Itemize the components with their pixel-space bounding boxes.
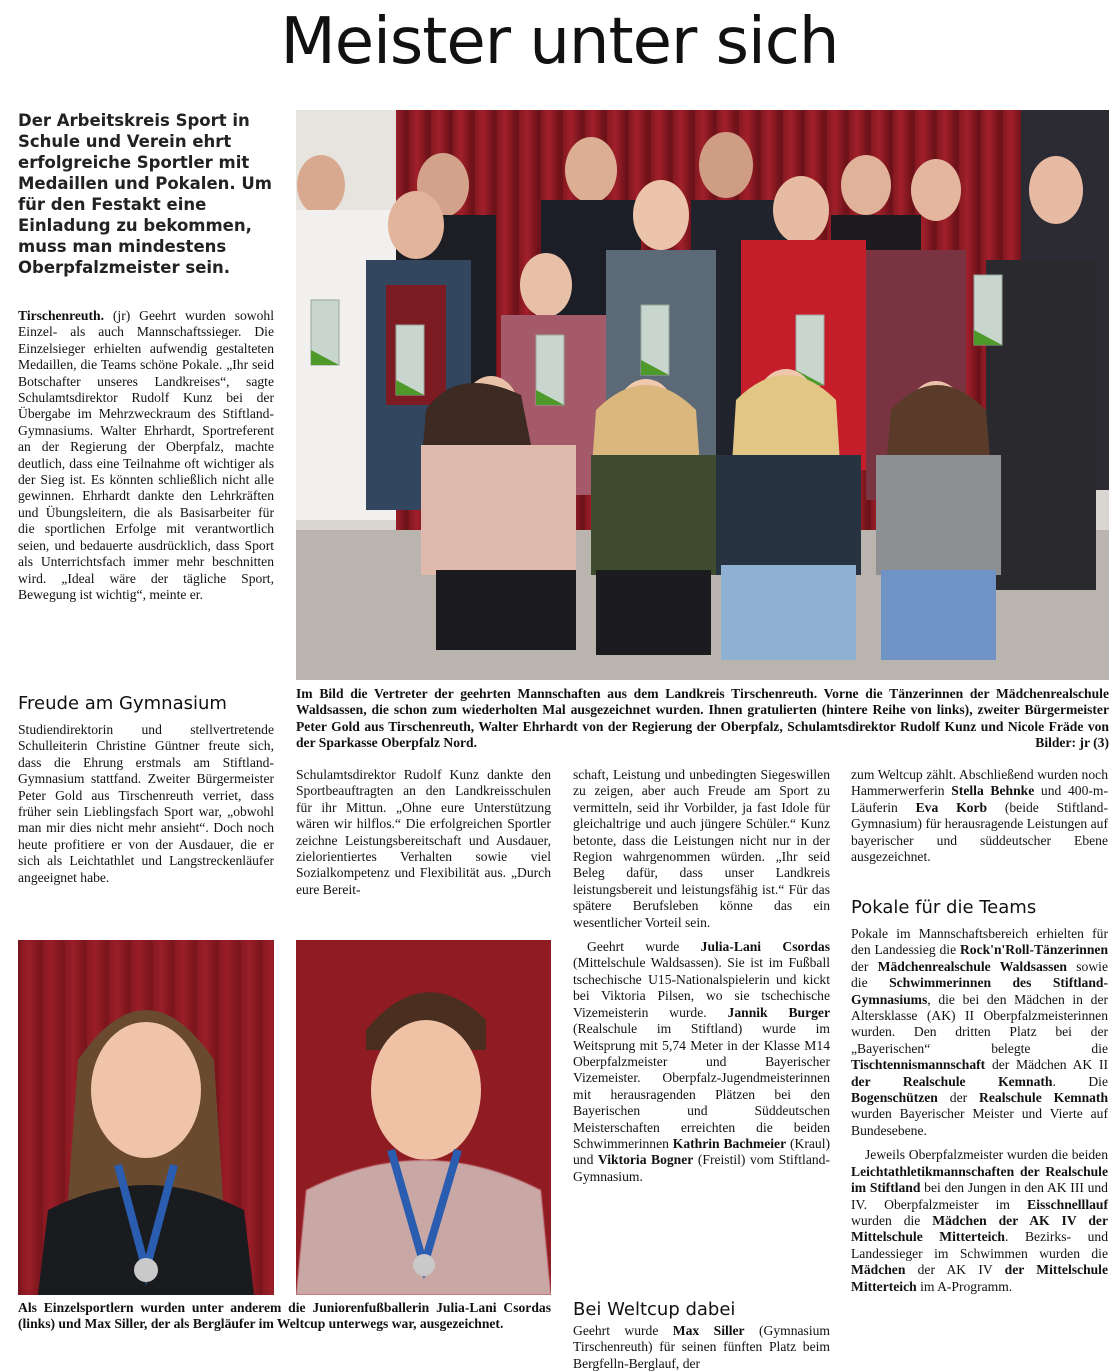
subhead-freude: Freude am Gymnasium xyxy=(18,693,227,714)
photo-credit: Bilder: jr (3) xyxy=(1035,735,1109,751)
col3-paragraph-3: Geehrt wurde Max Siller (Gymnasium Tirschenreuth) für seinen fünften Platz beim Bergfelln-Berglauf, der xyxy=(573,1323,830,1371)
col4-paragraph-2: Pokale im Mannschaftsbereich erhielten für den Landessieg die Rock'n'Roll-Tänzerinnen der Mädchenrealschule Waldsassen sowie die Schwimmerinnen des Stiftland-Gymnasiums, die bei den Mädchen in der Altersklasse (AK) II Oberpfalzmeisterinnen wurden. Den dritten Platz bei der „Bayerischen“ belegte die Tischtennismannschaft der Mädchen AK II der Realschule Kemnath. Die Bogenschützen der Realschule Kemnath wurden Bayerischer Meister und Vierte auf Bundesebene. xyxy=(851,926,1109,1138)
column-1-continued xyxy=(18,722,274,886)
column-4-continued xyxy=(851,926,1108,1295)
column-3-continued xyxy=(573,1323,830,1372)
column-2 xyxy=(296,767,551,898)
main-caption-text: Im Bild die Vertreter der geehrten Mannschaften aus dem Landkreis Tirschenreuth. Vorne die Tänzerinnen der Mädchenrealschule Waldsassen, die schon zum wiederholten Mal ausgezeichnet wurden. Ihnen gratulierten (hintere Reihe von links), zweiter Bürgermeister Peter Gold aus Tirschenreuth, Walter Ehrhardt von der Regierung der Oberpfalz, Schulamtsdirektor Rudolf Kunz und Nicole Fräde von der Sparkasse Oberpfalz Nord. xyxy=(296,686,1109,751)
subhead-weltcup: Bei Weltcup dabei xyxy=(573,1299,736,1320)
column-3 xyxy=(573,767,830,1185)
portrait-left-illustration xyxy=(18,940,274,1295)
portrait-julia-lani-csordas xyxy=(18,940,274,1295)
main-photo-caption xyxy=(296,686,1109,752)
portrait-caption: Als Einzelsportlern wurden unter anderem die Juniorenfußballerin Julia-Lani Csordas (links) und Max Siller, der als Bergläufer im Weltcup unterwegs war, ausgezeichnet. xyxy=(18,1300,551,1332)
col3-paragraph-1: schaft, Leistung und unbedingten Siegeswillen zu zeigen, aber auch Freude am Sport zu vermitteln, seid ihr Vorbilder, ja fast Idole für gleichaltrige und auch jüngere Schüler.“ Kunz betonte, dass die Leistungen nicht nur in der Region wahrgenommen würden. „Ihr seid Beleg dafür, dass unser Landkreis leistungsbereit und leistungsfähig ist.“ Für das spätere Berufsleben könne das ein wesentlicher Vorteil sein. xyxy=(573,767,830,930)
portrait-right-illustration xyxy=(296,940,551,1295)
dateline: Tirschenreuth. xyxy=(18,308,104,323)
portrait-max-siller xyxy=(296,940,551,1295)
col1-text-1: (jr) Geehrt wurden sowohl Einzel- als auch Mannschaftssieger. Die Einzelsieger erhielten aufwendig gestalteten Medaillen, die Teams schöne Pokale. „Ihr seid Botschafter unseres Landkreises“, sagte Schulamtsdirektor Rudolf Kunz bei der Übergabe im Mehrzweckraum des Stiftland-Gymnasiums. Walter Ehrhardt, Sportreferent an der Regierung der Oberpfalz, machte deutlich, dass eine Teilnahme oft wichtiger als der Sieg ist. Es könnten schließlich nicht alle gewinnen. Ehrhardt dankte den Lehrkräften und Übungsleitern, die als Basisarbeiter für die sportlichen Erfolge mit verantwortlich seien, und bedauerte ausdrücklich, dass Sport als Unterrichtsfach immer mehr beschnitten wird. „Ideal wäre der tägliche Sport, Bewegung ist wichtig“, meinte er. xyxy=(18,308,274,602)
col1-paragraph-1 xyxy=(18,308,274,603)
col4-paragraph-3: Jeweils Oberpfalzmeister wurden die beiden Leichtathletikmannschaften der Realschule im Stiftland bei den Jungen in den AK III und IV. Oberpfalzmeister im Eisschnelllauf wurden die Mädchen der AK IV der Mittelschule Mitterteich. Bezirks- und Landessieger im Schwimmen wurden die Mädchen der AK IV der Mittelschule Mitterteich im A-Programm. xyxy=(851,1147,1108,1294)
column-1 xyxy=(18,308,274,603)
group-photo xyxy=(296,110,1109,680)
col2-paragraph-1: Schulamtsdirektor Rudolf Kunz dankte den Sportbeauftragten an den Landkreisschulen für ihr Mittun. „Ohne eure Unterstützung wären wir hilflos.“ Die erfolgreichen Sportler zeichne Leistungsbereitschaft und Ausdauer, zielorientiertes Verhalten sowie viel Sozialkompetenz und Flexibilität aus. „Durch eure Bereit- xyxy=(296,767,551,897)
col4-paragraph-1: zum Weltcup zählt. Abschließend wurden noch Hammerwerferin Stella Behnke und 400-m-Läuferin Eva Korb (beide Stiftland-Gymnasium) für herausragende Leistungen auf bayerischer und süddeutscher Ebene ausgezeichnet. xyxy=(851,767,1109,865)
col1-paragraph-2: Studiendirektorin und stellvertretende Schulleiterin Christine Güntner freute sich, dass die Ehrung erstmals am Stiftland-Gymnasium stattfand. Zweiter Bürgermeister Peter Gold aus Tirschenreuth verriet, dass früher sein Lieblingsfach Sport war, „obwohl man mir dies nicht mehr ansieht“. Doch noch heute profitiere er von der Ausdauer, die er sich als Leichtathlet und Langstreckenläufer angeeignet habe. xyxy=(18,722,274,885)
group-photo-illustration xyxy=(296,110,1109,680)
subhead-pokale: Pokale für die Teams xyxy=(851,897,1037,918)
column-4 xyxy=(851,767,1108,865)
headline: Meister unter sich xyxy=(280,5,839,79)
col3-paragraph-2: Geehrt wurde Julia-Lani Csordas (Mittelschule Waldsassen). Sie ist im Fußball tschechische U15-Nationalspielerin und kickt bei Viktoria Pilsen, wo sie tschechische Vizemeisterin wurde. Jannik Burger (Realschule im Stiftland) wurde im Weitsprung mit 5,74 Meter in der Klasse M14 Oberpfalzmeister und Bayerischer Vizemeister. Oberpfalz-Jugendmeisterinnen mit herausragenden Plätzen bei den Bayerischen und Süddeutschen Meisterschaften erreichten die beiden Schwimmerinnen Kathrin Bachmeier (Kraul) und Viktoria Bogner (Freistil) vom Stiftland-Gymnasium. xyxy=(573,939,830,1184)
lead-paragraph: Der Arbeitskreis Sport in Schule und Verein ehrt erfolgreiche Sportler mit Medaillen und Pokalen. Um für den Festakt eine Einladung zu bekommen, muss man mindestens Oberpfalzmeister sein. xyxy=(18,111,272,277)
